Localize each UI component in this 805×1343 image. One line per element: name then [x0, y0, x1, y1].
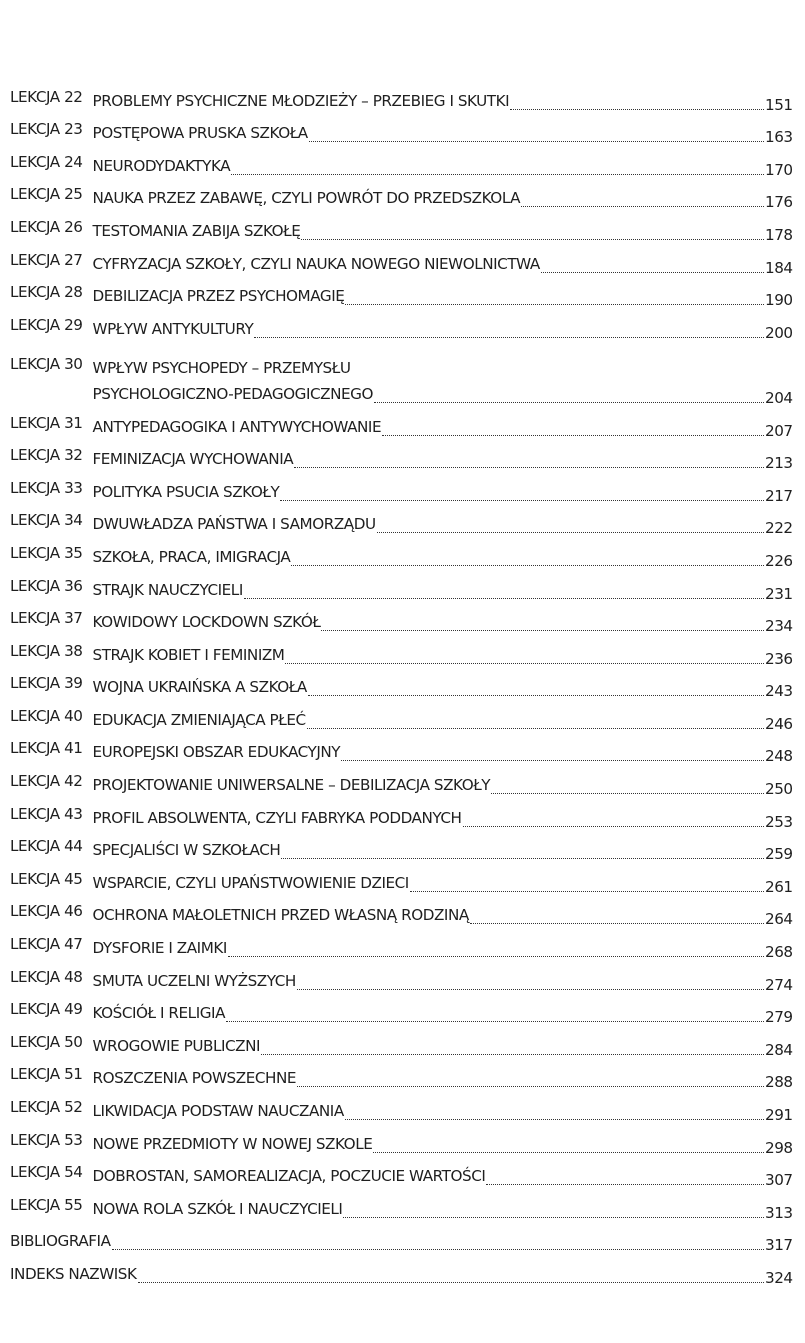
page-number: 176: [765, 193, 793, 212]
dot-leader: [510, 109, 764, 110]
lesson-number: LEKCJA 46: [10, 902, 83, 921]
lesson-number: LEKCJA 42: [10, 772, 83, 791]
toc-entry-label: [10, 1000, 225, 1026]
lesson-title: [93, 153, 231, 179]
page-number: 324: [765, 1268, 793, 1287]
lesson-number: LEKCJA 25: [10, 185, 83, 204]
toc-entry-label: [10, 674, 307, 700]
toc-entry[interactable]: [10, 283, 798, 316]
toc-entry[interactable]: [10, 771, 798, 804]
toc-entry-label: [10, 902, 469, 928]
toc-entry-label: [10, 968, 296, 994]
lesson-number: LEKCJA 27: [10, 250, 83, 269]
lesson-title: [10, 1261, 137, 1287]
dot-leader: [226, 1021, 764, 1022]
lesson-title: [93, 935, 227, 961]
lesson-number: LEKCJA 43: [10, 804, 83, 823]
lesson-number: LEKCJA 31: [10, 413, 83, 432]
lesson-title: [93, 707, 306, 733]
lesson-title: [93, 1131, 373, 1157]
lesson-title-line: STRAJK NAUCZYCIELI: [92, 580, 243, 599]
lesson-number: LEKCJA 52: [10, 1098, 83, 1116]
page-number: 178: [765, 225, 793, 244]
dot-leader: [377, 532, 764, 533]
lesson-title-line: INDEKS NAZWISK: [10, 1264, 137, 1283]
page-number: 204: [765, 388, 793, 407]
lesson-number: LEKCJA 23: [10, 120, 83, 139]
lesson-title-line: NOWA ROLA SZKÓŁ I NAUCZYCIELI: [92, 1199, 343, 1218]
toc-entry[interactable]: [10, 315, 798, 348]
lesson-title-line: OCHRONA MAŁOLETNICH PRZED WŁASNĄ RODZINĄ: [92, 906, 469, 925]
lesson-title-line: SMUTA UCZELNI WYŻSZYCH: [92, 971, 296, 990]
page-number: 279: [765, 1008, 793, 1027]
page-number: 246: [765, 714, 793, 733]
lesson-number: LEKCJA 30: [10, 354, 83, 373]
dot-leader: [281, 858, 764, 859]
toc-entry[interactable]: [10, 1000, 798, 1033]
page-number: 253: [765, 812, 793, 831]
lesson-number: LEKCJA 29: [10, 315, 83, 334]
toc-entry[interactable]: [10, 609, 798, 642]
lesson-number: LEKCJA 34: [10, 511, 83, 530]
lesson-title-line: PROBLEMY PSYCHICZNE MŁODZIEŻY – PRZEBIEG I SKUTKI: [92, 91, 510, 110]
toc-entry-label: [10, 120, 308, 146]
lesson-title: [93, 283, 345, 309]
toc-entry[interactable]: [10, 934, 798, 967]
dot-leader: [297, 989, 764, 990]
page-number: 222: [765, 519, 793, 538]
dot-leader: [297, 1086, 764, 1087]
page-number: 288: [765, 1073, 793, 1092]
lesson-number: LEKCJA 55: [10, 1195, 83, 1214]
lesson-title: [93, 88, 510, 114]
toc-entry-label: [10, 316, 253, 342]
toc-entry[interactable]: [10, 446, 798, 479]
lesson-title: [93, 837, 281, 863]
dot-leader: [521, 206, 764, 207]
page-number: 213: [765, 454, 793, 473]
toc-entry-label: [10, 609, 320, 635]
toc-entry-label: [10, 1163, 485, 1189]
lesson-title-line: ANTYPEDAGOGIKA I ANTYWYCHOWANIE: [92, 417, 382, 436]
toc-entry[interactable]: [10, 739, 798, 772]
page-number: 207: [765, 421, 793, 440]
lesson-title-line: DYSFORIE I ZAIMKI: [92, 939, 227, 958]
page-number: 190: [765, 291, 793, 310]
lesson-title: [93, 739, 341, 765]
lesson-title-line: WOJNA UKRAIŃSKA A SZKOŁA: [92, 678, 307, 697]
dot-leader: [374, 402, 764, 403]
dot-leader: [294, 467, 764, 468]
toc-entry[interactable]: [10, 902, 798, 935]
toc-entry-label: [10, 805, 462, 831]
dot-leader: [541, 272, 764, 273]
dot-leader: [341, 760, 764, 761]
page-number: 261: [765, 877, 793, 896]
page-number: 298: [765, 1138, 793, 1157]
lesson-title-line: WPŁYW PSYCHOPEDY – PRZEMYSŁU: [92, 358, 351, 377]
lesson-title-line: FEMINIZACJA WYCHOWANIA: [92, 450, 294, 469]
lesson-number: LEKCJA 44: [10, 837, 83, 856]
lesson-title-line: NOWE PRZEDMIOTY W NOWEJ SZKOLE: [92, 1134, 373, 1153]
lesson-title-line: ROSZCZENIA POWSZECHNE: [92, 1069, 297, 1088]
lesson-title: [93, 218, 301, 244]
page-number: 184: [765, 258, 793, 277]
toc-entry[interactable]: [10, 576, 798, 609]
page-number: 307: [765, 1171, 793, 1190]
dot-leader: [491, 793, 764, 794]
toc-entry[interactable]: [10, 87, 798, 120]
lesson-title-line: PROJEKTOWANIE UNIWERSALNE – DEBILIZACJA SZKOŁY: [92, 776, 491, 795]
lesson-number: LEKCJA 28: [10, 283, 83, 302]
toc-entry-label: [10, 414, 381, 440]
lesson-number: LEKCJA 54: [10, 1163, 83, 1182]
page-number: 226: [765, 551, 793, 570]
lesson-title: [93, 446, 294, 472]
toc-entry[interactable]: [10, 478, 798, 511]
dot-leader: [308, 695, 764, 696]
toc-entry-label: [10, 511, 376, 537]
lesson-title-line: LIKWIDACJA PODSTAW NAUCZANIA: [92, 1102, 344, 1120]
lesson-title: [93, 544, 291, 570]
dot-leader: [231, 174, 764, 175]
lesson-number: LEKCJA 49: [10, 1000, 83, 1019]
lesson-number: LEKCJA 24: [10, 152, 83, 171]
lesson-title: [93, 185, 521, 211]
lesson-title-line: PROFIL ABSOLWENTA, CZYLI FABRYKA PODDANYCH: [92, 808, 462, 827]
toc-entry-label: [10, 218, 300, 244]
lesson-title-line: PSYCHOLOGICZNO-PEDAGOGICZNEGO: [92, 384, 373, 403]
toc-entry-label: [10, 577, 243, 603]
lesson-title: [93, 642, 285, 668]
toc-entry[interactable]: [10, 1228, 798, 1261]
page-number: 268: [765, 943, 793, 962]
lesson-title: [93, 355, 374, 407]
lesson-title: [93, 1065, 297, 1091]
toc-entry[interactable]: [10, 837, 798, 870]
dot-leader: [228, 956, 764, 957]
toc-entry-label: [10, 707, 306, 733]
lesson-title: [93, 414, 382, 440]
lesson-number: LEKCJA 38: [10, 641, 83, 660]
toc-entry[interactable]: [10, 869, 798, 902]
dot-leader: [345, 304, 764, 305]
lesson-title: [10, 1228, 111, 1254]
lesson-title-line: STRAJK KOBIET I FEMINIZM: [92, 645, 285, 664]
toc-entry[interactable]: [10, 511, 798, 544]
lesson-title: [93, 1000, 226, 1026]
toc-entry-label: [10, 772, 490, 798]
lesson-number: LEKCJA 50: [10, 1032, 83, 1051]
lesson-title: [93, 772, 491, 798]
toc-entry-label: [10, 251, 540, 277]
lesson-title-line: WPŁYW ANTYKULTURY: [92, 319, 254, 338]
lesson-title-line: CYFRYZACJA SZKOŁY, CZYLI NAUKA NOWEGO NIEWOLNICTWA: [92, 254, 540, 273]
lesson-number: LEKCJA 39: [10, 674, 83, 693]
page-number: 248: [765, 747, 793, 766]
lesson-title-line: POSTĘPOWA PRUSKA SZKOŁA: [92, 124, 308, 143]
toc-entry-label: [10, 642, 284, 668]
dot-leader: [291, 565, 764, 566]
dot-leader: [309, 141, 764, 142]
lesson-title-line: BIBLIOGRAFIA: [10, 1232, 111, 1251]
page-number: 163: [765, 128, 793, 147]
dot-leader: [321, 630, 764, 631]
dot-leader: [138, 1282, 764, 1283]
lesson-title: [93, 511, 376, 537]
page-number: 236: [765, 649, 793, 668]
lesson-title: [93, 1163, 486, 1189]
lesson-title: [93, 902, 469, 928]
lesson-title: [93, 609, 321, 635]
lesson-number: LEKCJA 47: [10, 935, 83, 954]
toc-entry[interactable]: [10, 641, 798, 674]
dot-leader: [254, 337, 764, 338]
page-number: 243: [765, 682, 793, 701]
toc-entry[interactable]: [10, 120, 798, 153]
toc-entry-label: [10, 479, 279, 505]
toc-entry-label: [10, 283, 344, 309]
toc-entry-label: [10, 870, 409, 896]
toc-entry-label: [10, 739, 340, 765]
lesson-number: LEKCJA 40: [10, 706, 83, 725]
toc-entry[interactable]: [10, 250, 798, 283]
toc-entry[interactable]: [10, 1195, 798, 1228]
toc-entry[interactable]: [10, 185, 798, 218]
page-number: 284: [765, 1040, 793, 1059]
toc-entry[interactable]: [10, 804, 798, 837]
page-number: 234: [765, 617, 793, 636]
lesson-title-line: EDUKACJA ZMIENIAJĄCA PŁEĆ: [92, 710, 306, 729]
page-number: 291: [765, 1106, 793, 1124]
table-of-contents: [10, 87, 798, 1293]
lesson-title: [93, 479, 280, 505]
toc-entry[interactable]: [10, 348, 798, 413]
lesson-number: LEKCJA 48: [10, 967, 83, 986]
lesson-number: LEKCJA 36: [10, 576, 83, 595]
dot-leader: [280, 500, 764, 501]
lesson-title: [93, 251, 540, 277]
dot-leader: [244, 598, 764, 599]
lesson-title: [93, 577, 243, 603]
lesson-title-line: TESTOMANIA ZABIJA SZKOŁĘ: [92, 221, 301, 240]
page-number: 200: [765, 323, 793, 342]
toc-entry-label: [10, 185, 520, 211]
toc-entry-label: [10, 544, 290, 570]
toc-entry[interactable]: [10, 1163, 798, 1196]
lesson-number: LEKCJA 22: [10, 87, 83, 106]
lesson-title: [93, 674, 307, 700]
lesson-number: LEKCJA 41: [10, 739, 83, 758]
dot-leader: [470, 923, 764, 924]
dot-leader: [112, 1249, 764, 1250]
toc-entry[interactable]: [10, 1065, 798, 1098]
dot-leader: [343, 1217, 764, 1218]
dot-leader: [301, 239, 764, 240]
dot-leader: [382, 435, 764, 436]
lesson-number: LEKCJA 32: [10, 446, 83, 465]
toc-entry[interactable]: [10, 706, 798, 739]
toc-entry[interactable]: [10, 152, 798, 185]
toc-entry-label: [10, 837, 280, 863]
lesson-title: [93, 120, 308, 146]
dot-leader: [345, 1119, 764, 1120]
lesson-title-line: SZKOŁA, PRACA, IMIGRACJA: [92, 547, 291, 566]
lesson-number: LEKCJA 33: [10, 478, 83, 497]
lesson-title-line: DEBILIZACJA PRZEZ PSYCHOMAGIĘ: [92, 287, 345, 306]
lesson-title-line: KOWIDOWY LOCKDOWN SZKÓŁ: [92, 613, 321, 632]
toc-entry-label: [10, 1131, 372, 1157]
toc-entry-label: [10, 1228, 111, 1254]
toc-entry[interactable]: [10, 1097, 798, 1130]
toc-entry[interactable]: [10, 217, 798, 250]
toc-entry[interactable]: [10, 967, 798, 1000]
toc-entry-label: [10, 446, 293, 472]
lesson-title-line: SPECJALIŚCI W SZKOŁACH: [92, 841, 281, 860]
toc-entry[interactable]: [10, 674, 798, 707]
lesson-title-line: DOBROSTAN, SAMOREALIZACJA, POCZUCIE WARTOŚCI: [92, 1167, 486, 1186]
lesson-number: LEKCJA 37: [10, 609, 83, 628]
toc-entry-label: [10, 153, 230, 179]
dot-leader: [486, 1184, 764, 1185]
dot-leader: [373, 1152, 764, 1153]
page-number: 264: [765, 910, 793, 929]
lesson-title-line: WSPARCIE, CZYLI UPAŃSTWOWIENIE DZIECI: [92, 873, 409, 892]
toc-entry-label: [10, 1261, 137, 1287]
lesson-title-line: EUROPEJSKI OBSZAR EDUKACYJNY: [92, 743, 341, 762]
page-number: 259: [765, 845, 793, 864]
toc-entry-label: [10, 1098, 344, 1124]
lesson-number: LEKCJA 35: [10, 543, 83, 562]
lesson-title: [93, 1098, 344, 1124]
lesson-title-line: DWUWŁADZA PAŃSTWA I SAMORZĄDU: [92, 515, 376, 534]
page-number: 151: [765, 95, 793, 114]
lesson-title-line: KOŚCIÓŁ I RELIGIA: [92, 1004, 226, 1023]
lesson-title: [93, 870, 409, 896]
toc-entry-label: [10, 935, 227, 961]
lesson-title: [93, 968, 296, 994]
page-number: 217: [765, 486, 793, 505]
page-number: 274: [765, 975, 793, 994]
lesson-title: [93, 1033, 261, 1059]
dot-leader: [285, 663, 764, 664]
lesson-number: LEKCJA 53: [10, 1130, 83, 1149]
toc-entry-label: [10, 88, 509, 114]
dot-leader: [410, 891, 764, 892]
dot-leader: [463, 826, 764, 827]
dot-leader: [261, 1054, 764, 1055]
lesson-title: [93, 1196, 343, 1222]
lesson-number: LEKCJA 26: [10, 217, 83, 236]
toc-entry[interactable]: [10, 1130, 798, 1163]
toc-entry[interactable]: [10, 1032, 798, 1065]
toc-entry-label: [10, 1033, 260, 1059]
toc-entry[interactable]: [10, 1260, 798, 1293]
page-number: 313: [765, 1203, 793, 1222]
lesson-title-line: NAUKA PRZEZ ZABAWĘ, CZYLI POWRÓT DO PRZEDSZKOLA: [92, 189, 521, 208]
page-number: 250: [765, 780, 793, 799]
toc-entry-label: [10, 355, 373, 407]
lesson-title-line: POLITYKA PSUCIA SZKOŁY: [92, 482, 280, 501]
lesson-title-line: NEURODYDAKTYKA: [92, 156, 231, 175]
lesson-title: [93, 805, 462, 831]
page-number: 317: [765, 1236, 793, 1255]
dot-leader: [307, 728, 764, 729]
page-number: 231: [765, 584, 793, 603]
lesson-number: LEKCJA 45: [10, 869, 83, 888]
toc-entry-label: [10, 1065, 296, 1091]
toc-entry[interactable]: [10, 543, 798, 576]
lesson-title-line: WROGOWIE PUBLICZNI: [92, 1036, 261, 1055]
lesson-number: LEKCJA 51: [10, 1065, 83, 1084]
lesson-title: [93, 316, 254, 342]
toc-entry[interactable]: [10, 413, 798, 446]
page-number: 170: [765, 160, 793, 179]
toc-entry-label: [10, 1196, 342, 1222]
